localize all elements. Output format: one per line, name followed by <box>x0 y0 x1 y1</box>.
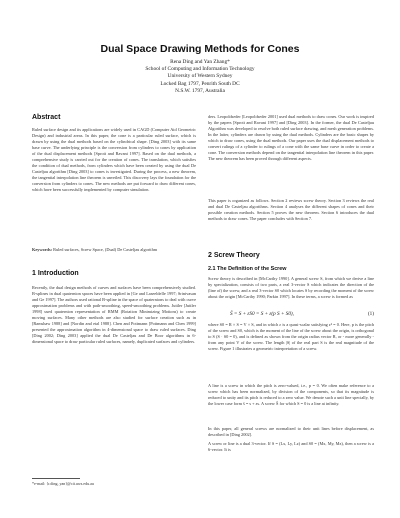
screw-explanation-text: where S0 = R × S = V × S, and in which ε is a quasi-scalar satisfying ε² = 0. Here, p is the pitch of the screw and S0, which is the moment of the line of the screw about the origin, is orthogonal to S (S · S0 = 0), and is defined as shown from the origin radius vector R, or - more generally - from any point V of the screw. The length |S| of the real part S is the real magnitude of the screw. Figure 1 illustrates a geometric interpretation of a screw. <box>208 322 374 351</box>
line-definition-text: A line is a screw in which the pitch is zero-valued, i.e., p = 0. We often make reference to a screw which has been normalized, by division of the components, so that its magnitude is reduced to unity and its pitch is reduced to a zero value. We denote such a unit line specially, by the lower case form ŝ = s + εs. A screw Ŝ for which S = 0 is a line at infinity. <box>208 383 374 406</box>
footnote-rule <box>32 478 80 479</box>
author-block <box>0 59 400 95</box>
normalization-text: In this paper, all general screws are normalized to their unit lines before displacement, as described in [Ding 2002]. <box>208 426 374 437</box>
keywords-line <box>32 247 196 253</box>
keywords-text: Ruled surfaces, Screw Space, (Dual) De Casteljau algorithm <box>53 247 158 252</box>
dual-vector-text: A screw or line is a dual 3-vector. If S = (Lx, Ly, Lz) and S0 = (Mx, My, Mz), then a screw is a 6-vector. It is <box>208 441 374 452</box>
abstract-heading: Abstract <box>32 114 61 121</box>
screw-definition-text: Screw theory is described in [McCarthy 1990]. A general screw S, from which we derive a line by specialization, consists of two parts, a real 3-vector S which indicates the direction of the (line of) the screw, and a real 3-vector S0 which locates S by recording the moment of the screw about the origin [McCarthy 1990; Parkin 1997]. In these terms, a screw is formed as <box>208 276 374 299</box>
author-university: University of Western Sydney <box>167 73 233 80</box>
subsection-2-1-heading: 2.1 The Definition of the Screw <box>208 266 287 272</box>
keywords-label: Keywords: <box>32 247 53 252</box>
footnote: *e-mail: {r.ding, yan}@cit.uws.edu.au <box>32 481 94 486</box>
equation-number: (1) <box>367 311 374 317</box>
equation-formula: Ŝ = S + εS0 = S + ε(p S + S0), <box>230 311 294 317</box>
section-1-heading: 1 Introduction <box>32 270 79 277</box>
author-country: N.S.W. 1797, Australia <box>175 87 225 94</box>
paper-outline-text: This paper is organized as follows. Section 2 reviews screw theory. Section 3 reviews the real and dual De Casteljau algorithms. Section 4 analyses the different shapes of cones and their possible creation methods. Section 5 proves the new theorem. Section 6 introduces the dual methods to draw cones. The paper concludes with Section 7. <box>208 198 374 221</box>
author-address: Locked Bag 1797, Penrith South DC <box>160 80 240 87</box>
author-names: Rena Ding and Yan Zhang* <box>170 59 230 65</box>
abstract-text: Ruled surface design and its applications are widely used in CAGD (Computer Aid Geometric Design) and industrial areas. In this paper, the cone is a particular ruled surface, which is drawn by using the dual methods based on the cylindrical shape. [Ding 2003] with its same base curve. The underlying principle is the conversion from cylinders to cones by application of the dual displacement methods [Sprott and Ravani 1997]. Based on the dual methods, a comprehensive study is carried out for the creation of cones. The translation, which satisfies the condition of dual methods, from cylinders which have been created by using the dual De Casteljau algorithm [Ding 2003] to cones is investigated. During the process, a new theorem, the tangential interpolation line theorem is unveiled. This discovery lays the foundation for the conversion from cylinders to cones. The new methods are put forward to draw different cones, which have been successfully implemented by computer simulation. <box>32 127 196 192</box>
intro-continued-text: ders. Leopoldseder [Leopoldseder 2001] used dual methods to draw cones. Our work is inspired by the papers [Sprott and Ravani 1997] and [Ding 2003]. In the former, the dual De Casteljau Algorithm was developed to resolve both ruled surface drawing, and mesh generation problems. In the latter, cylinders are drawn by using the dual methods. Cylinders are the basic shapes by which to draw cones, using the dual methods. Our paper uses the dual displacement methods to convert rulings of a cylinder to rulings of a cone with the same base curve in order to create a cone. The conversion methods depend on the tangential interpolation line theorem in this paper. The new theorem has been proved through different aspects. <box>208 114 374 161</box>
section-2-heading: 2 Screw Theory <box>208 252 260 259</box>
author-school: School of Computing and Information Technology <box>145 66 255 73</box>
paper-title: Dual Space Drawing Methods for Cones <box>100 43 300 55</box>
introduction-text: Recently, the dual design methods of curves and surfaces have been comprehensively studied. B-splines in dual quaternion spaces have been applied in [Ge and Laseeldelle 1997; Srinivasan and Ge 1997]. The authors used rational B-spline in the space of quaternions to deal with curve approximation problems and with path-smoothing, speed-smoothing problems. Juttler [Juttler 1998] used quaternion representation of RMM (Rotation Minimizing Motions) to create moving surfaces. Many other methods are also studied for surface creation such as in [Ramshaw 1988] and [Nordin and etal 1988]. Chen and Pottmann [Pottmann and Chen 1999] presented the approximation algorithm in 4-dimensional space to draw ruled surfaces. Ding [Ding 2002; Ding 2003] applied the dual De Casteljau and De Boor algorithms in 6-dimensional space to draw particular ruled surfaces, namely, duplicated surfaces and cylinders. <box>32 285 196 344</box>
